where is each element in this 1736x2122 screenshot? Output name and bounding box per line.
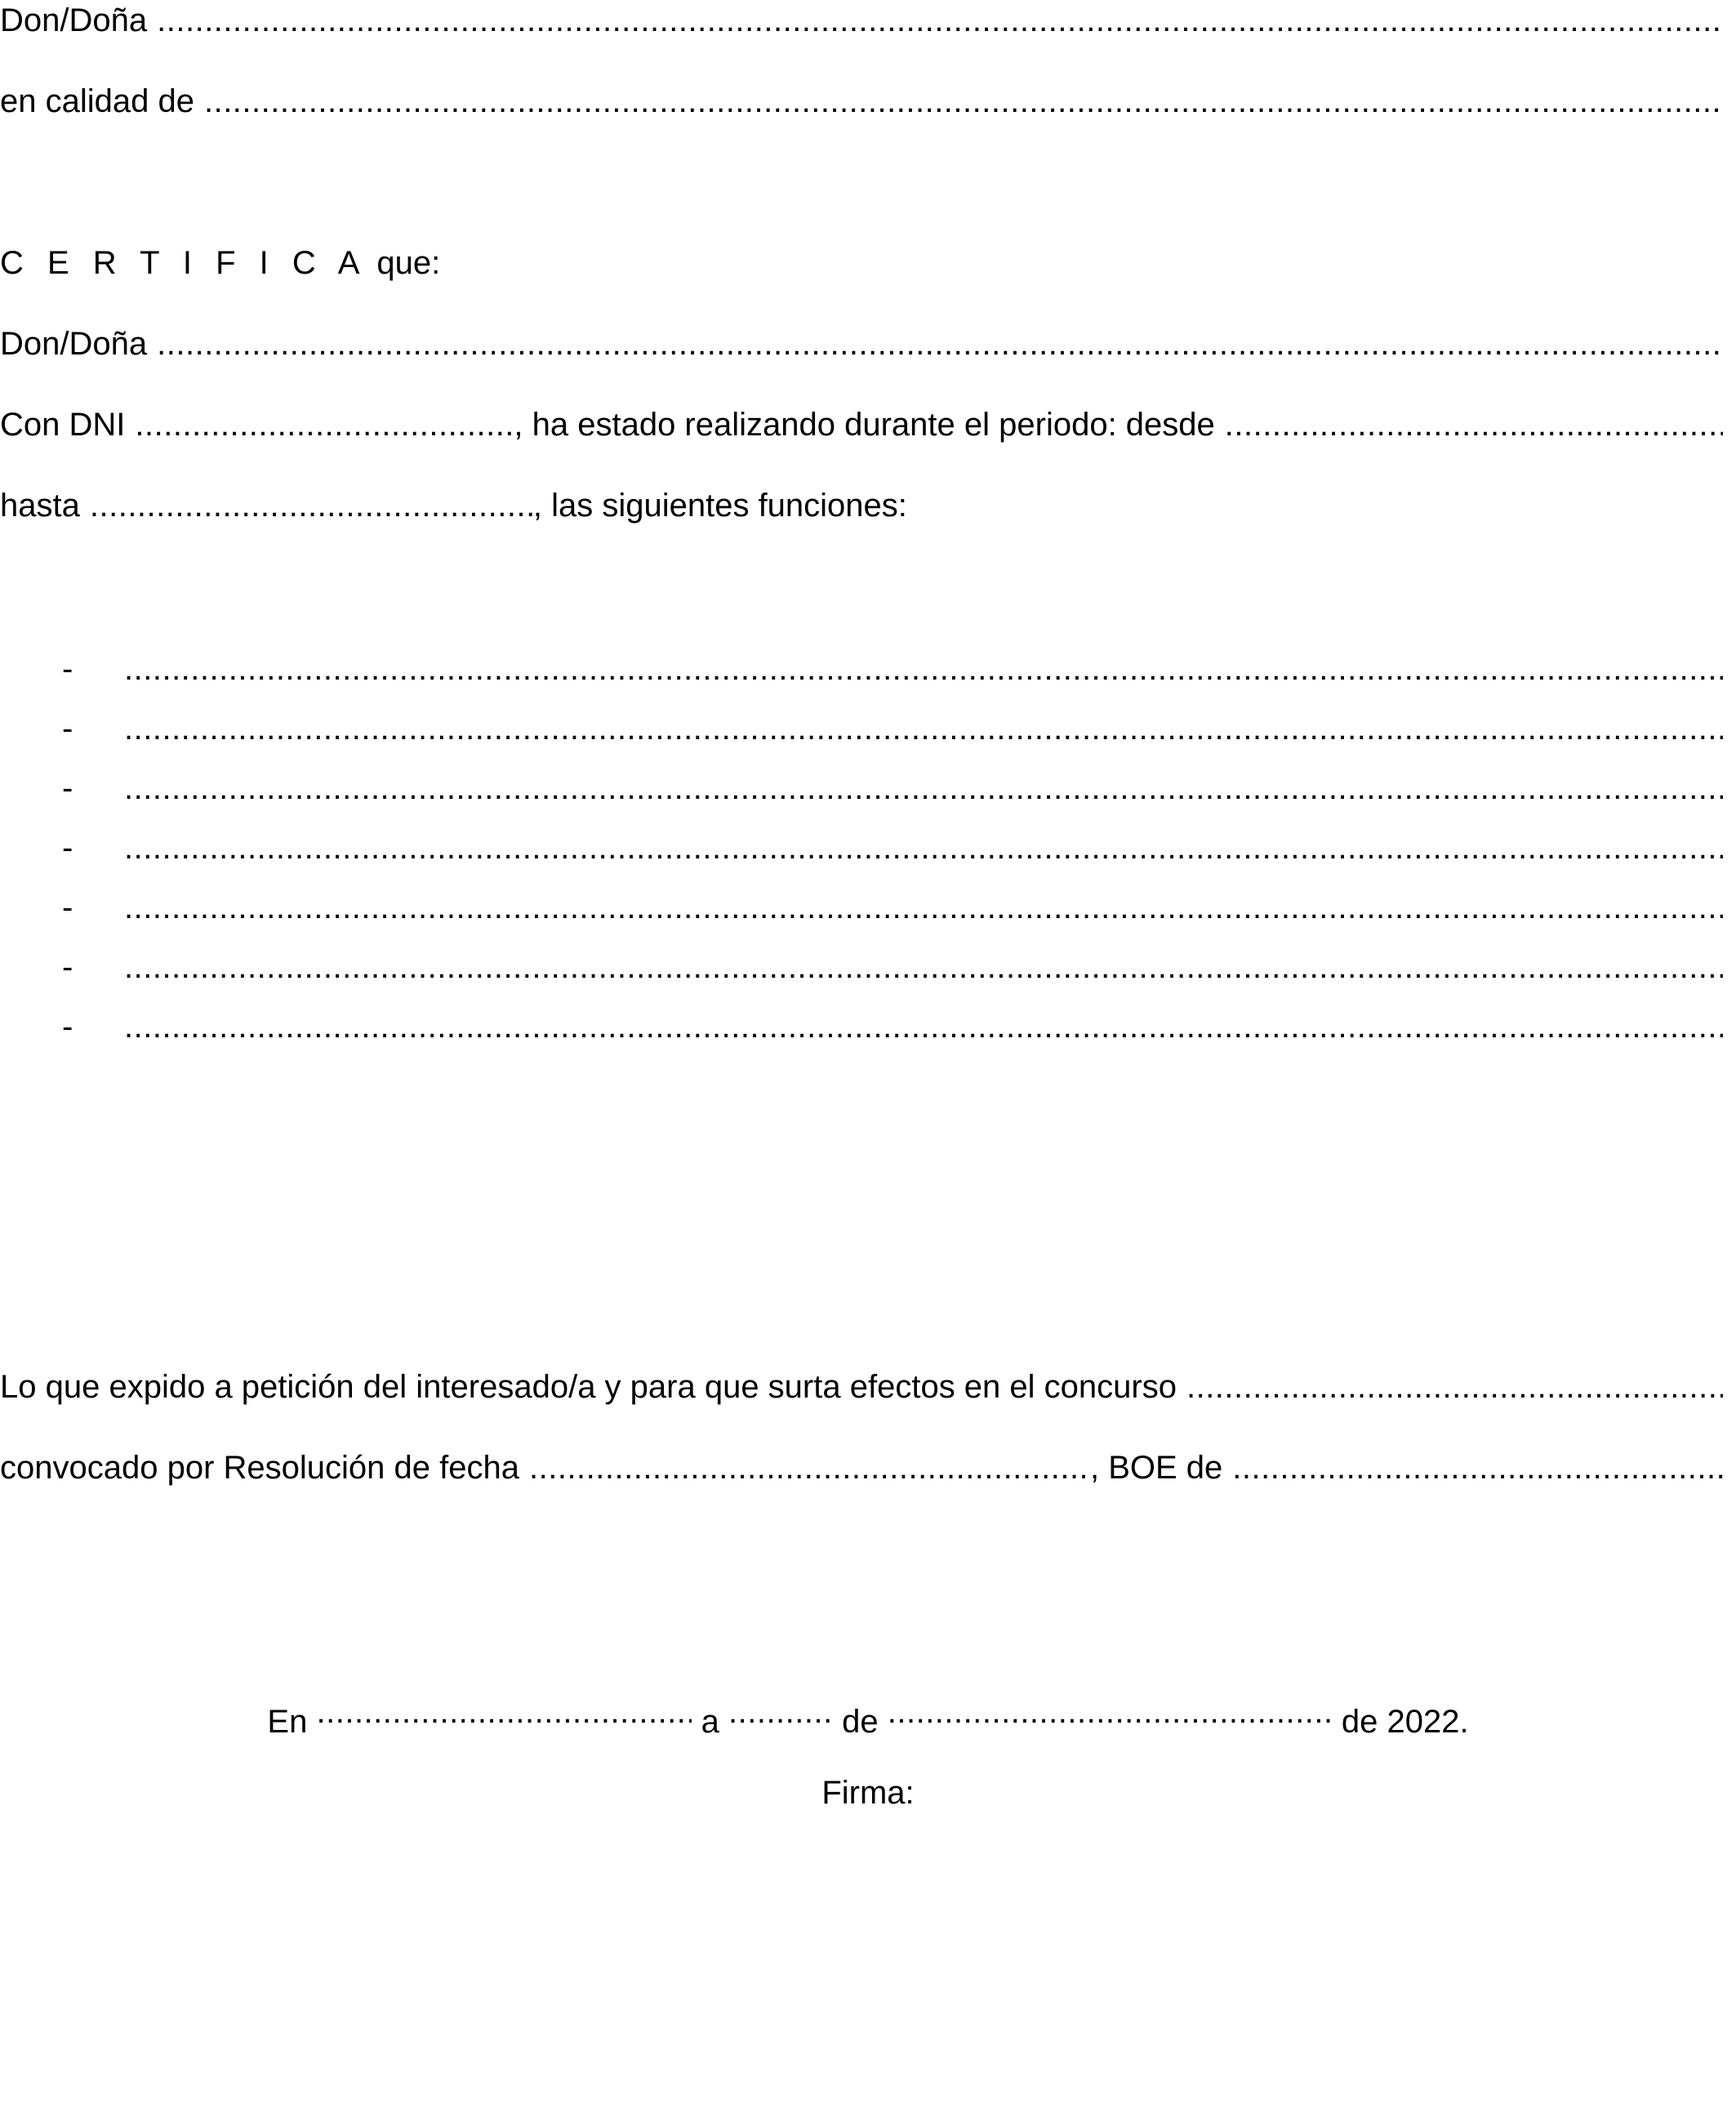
certifica-que: que: — [376, 245, 441, 281]
date-en-label: En — [267, 1704, 308, 1740]
resolution-date-label: convocado por Resolución de fecha — [0, 1450, 519, 1486]
function-item — [0, 947, 1723, 987]
date-line — [0, 1692, 1736, 1740]
function-item — [0, 768, 1723, 809]
certifier-name-field[interactable] — [157, 0, 1723, 41]
certifier-role-label: en calidad de — [0, 83, 194, 119]
subject-period-text: , ha estado realizando durante el periodo: desde — [514, 407, 1215, 443]
function-item — [0, 1006, 1723, 1047]
place-field[interactable] — [316, 1692, 692, 1732]
resolution-date-field[interactable] — [529, 1447, 1090, 1488]
function-item — [0, 827, 1723, 868]
function-field[interactable] — [124, 1006, 1723, 1047]
function-field[interactable] — [124, 649, 1723, 689]
contest-field[interactable] — [1186, 1366, 1723, 1407]
subject-name-line — [0, 323, 1723, 364]
function-dash: - — [62, 1009, 73, 1045]
function-dash: - — [62, 770, 73, 806]
date-de-label: de — [842, 1704, 879, 1740]
function-dash: - — [62, 949, 73, 985]
subject-functions-text: , las siguientes funciones: — [532, 488, 907, 524]
certifier-role-line — [0, 81, 1723, 122]
function-field[interactable] — [124, 827, 1723, 868]
boe-date-field[interactable] — [1232, 1447, 1723, 1488]
issuance-text: Lo que expido a petición del interesado/a y para que surta efectos en el concurso — [0, 1369, 1177, 1405]
certifier-name-line — [0, 0, 1723, 41]
function-dash: - — [62, 651, 73, 687]
function-field[interactable] — [124, 708, 1723, 749]
subject-until-line — [0, 485, 1723, 526]
subject-name-field[interactable] — [157, 323, 1723, 364]
function-item — [0, 649, 1723, 689]
day-field[interactable] — [728, 1692, 833, 1732]
subject-until-date-field[interactable] — [90, 485, 533, 526]
issuance-line-1 — [0, 1366, 1723, 1407]
subject-name-label: Don/Doña — [0, 326, 148, 362]
function-field[interactable] — [124, 768, 1723, 809]
certifica-line — [0, 243, 1723, 283]
function-item — [0, 887, 1723, 928]
subject-dni-field[interactable] — [135, 404, 514, 445]
function-dash: - — [62, 711, 73, 747]
function-item — [0, 708, 1723, 749]
month-field[interactable] — [888, 1692, 1333, 1732]
function-dash: - — [62, 830, 73, 866]
function-field[interactable] — [124, 887, 1723, 928]
issuance-line-2 — [0, 1447, 1723, 1488]
certifier-name-label: Don/Doña — [0, 2, 148, 38]
date-a-label: a — [701, 1704, 719, 1740]
subject-dni-label: Con DNI — [0, 407, 126, 443]
subject-dni-line — [0, 404, 1723, 445]
function-dash: - — [62, 889, 73, 925]
subject-from-date-field[interactable] — [1225, 404, 1723, 445]
date-year-label: de 2022. — [1341, 1704, 1469, 1740]
function-field[interactable] — [124, 947, 1723, 987]
boe-label: , BOE de — [1089, 1450, 1223, 1486]
signature-label: Firma: — [821, 1775, 915, 1811]
subject-until-label: hasta — [0, 488, 80, 524]
certifica-heading: C E R T I F I C A — [0, 245, 367, 281]
certifier-role-field[interactable] — [204, 81, 1723, 122]
